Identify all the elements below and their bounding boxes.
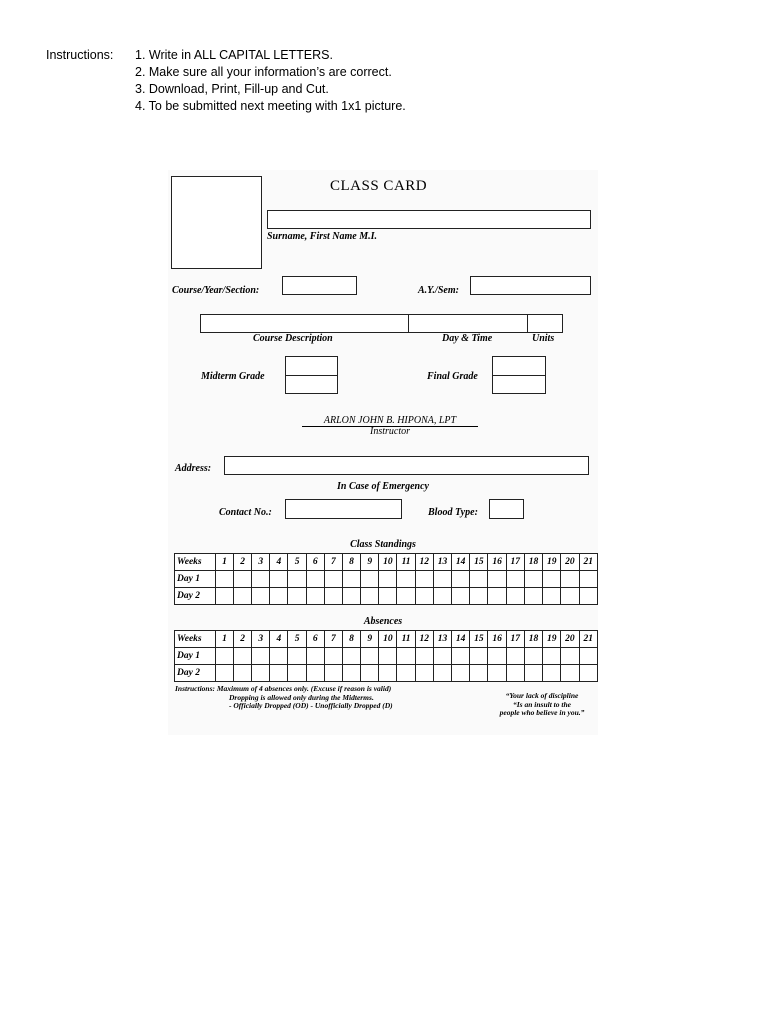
grid-cell[interactable] [252, 571, 270, 588]
ay-label: A.Y./Sem: [418, 285, 459, 296]
grid-cell[interactable] [234, 648, 252, 665]
quote-line: “Is an insult to the [513, 699, 571, 709]
course-field[interactable] [282, 276, 357, 295]
address-label: Address: [175, 463, 212, 474]
course-description-label: Course Description [253, 333, 333, 344]
grid-cell[interactable] [433, 571, 451, 588]
grid-cell[interactable] [579, 665, 598, 682]
grid-cell[interactable] [215, 588, 233, 605]
grid-cell[interactable] [342, 571, 360, 588]
weeks-row [175, 554, 598, 571]
grid-cell[interactable] [324, 665, 342, 682]
grid-cell[interactable] [415, 571, 433, 588]
grid-cell[interactable] [488, 648, 506, 665]
grid-cell[interactable] [506, 665, 524, 682]
grid-cell[interactable] [215, 648, 233, 665]
week-number: 12 [415, 554, 433, 571]
instruction-item: 2. Make sure all your information’s are correct. [135, 65, 392, 79]
class-standings-table [174, 553, 598, 605]
week-number: 19 [543, 554, 561, 571]
final-grade-field[interactable] [492, 356, 546, 376]
grid-cell[interactable] [361, 648, 379, 665]
class-standings-title: Class Standings [350, 539, 416, 550]
grid-cell[interactable] [488, 588, 506, 605]
grid-cell[interactable] [452, 648, 470, 665]
week-number: 21 [579, 554, 598, 571]
week-number: 9 [361, 554, 379, 571]
week-number: 20 [561, 631, 579, 648]
grid-cell[interactable] [452, 588, 470, 605]
grid-cell[interactable] [452, 571, 470, 588]
day1-label: Day 1 [175, 648, 216, 665]
grid-cell[interactable] [361, 571, 379, 588]
grid-cell[interactable] [561, 571, 579, 588]
day-time-field[interactable] [408, 314, 529, 333]
week-number: 19 [543, 631, 561, 648]
week-number: 13 [433, 631, 451, 648]
grid-cell[interactable] [415, 588, 433, 605]
grid-cell[interactable] [452, 665, 470, 682]
grid-cell[interactable] [543, 648, 561, 665]
grid-cell[interactable] [306, 571, 324, 588]
ay-field[interactable] [470, 276, 591, 295]
grid-cell[interactable] [543, 571, 561, 588]
grid-cell[interactable] [215, 665, 233, 682]
grid-cell[interactable] [324, 571, 342, 588]
week-number: 14 [452, 631, 470, 648]
grid-cell[interactable] [561, 588, 579, 605]
grid-cell[interactable] [215, 571, 233, 588]
grid-cell[interactable] [524, 648, 542, 665]
week-number: 8 [342, 554, 360, 571]
grid-cell[interactable] [433, 588, 451, 605]
instructor-name: ARLON JOHN B. HIPONA, LPT [302, 416, 478, 427]
weeks-label: Weeks [175, 631, 216, 648]
grid-cell[interactable] [561, 648, 579, 665]
grid-cell[interactable] [524, 665, 542, 682]
units-label: Units [532, 333, 555, 344]
grid-cell[interactable] [543, 665, 561, 682]
grid-cell[interactable] [379, 648, 397, 665]
grid-cell[interactable] [252, 588, 270, 605]
grid-cell[interactable] [524, 571, 542, 588]
week-number: 16 [488, 554, 506, 571]
week-number: 5 [288, 554, 306, 571]
address-field[interactable] [224, 456, 589, 475]
quote-line: “Your lack of discipline [505, 691, 579, 700]
grid-cell[interactable] [524, 588, 542, 605]
grid-cell[interactable] [433, 665, 451, 682]
week-number: 11 [397, 631, 415, 648]
week-number: 17 [506, 631, 524, 648]
name-label: Surname, First Name M.I. [267, 231, 378, 242]
grid-cell[interactable] [270, 588, 288, 605]
grid-cell[interactable] [234, 571, 252, 588]
footer-line: Dropping is allowed only during the Midterms. [229, 692, 374, 702]
grid-cell[interactable] [470, 588, 488, 605]
grid-cell[interactable] [397, 648, 415, 665]
footer-line: Instructions: Maximum of 4 absences only. (Excuse if reason is valid) [175, 684, 392, 693]
week-number: 4 [270, 554, 288, 571]
week-number: 18 [524, 554, 542, 571]
midterm-grade-label: Midterm Grade [201, 371, 265, 382]
day1-row [175, 571, 598, 588]
grid-cell[interactable] [234, 588, 252, 605]
footer-line: - Officially Dropped (OD) - Unofficially Dropped (D) [229, 701, 393, 710]
name-field[interactable] [267, 210, 591, 229]
day2-row [175, 588, 598, 605]
week-number: 9 [361, 631, 379, 648]
footer-quote [486, 692, 598, 718]
card-title: CLASS CARD [330, 178, 428, 194]
grid-cell[interactable] [288, 648, 306, 665]
grid-cell[interactable] [415, 665, 433, 682]
grid-cell[interactable] [397, 571, 415, 588]
day2-row [175, 665, 598, 682]
instruction-item: 4. To be submitted next meeting with 1x1 picture. [135, 99, 406, 113]
grid-cell[interactable] [306, 588, 324, 605]
grid-cell[interactable] [361, 665, 379, 682]
grid-cell[interactable] [579, 571, 598, 588]
week-number: 7 [324, 631, 342, 648]
units-field[interactable] [527, 314, 563, 333]
emergency-label: In Case of Emergency [337, 481, 429, 492]
grid-cell[interactable] [397, 665, 415, 682]
grid-cell[interactable] [270, 665, 288, 682]
grid-cell[interactable] [379, 588, 397, 605]
grid-cell[interactable] [342, 648, 360, 665]
grid-cell[interactable] [579, 588, 598, 605]
blood-type-label: Blood Type: [428, 507, 478, 518]
contact-label: Contact No.: [219, 507, 272, 518]
grid-cell[interactable] [433, 648, 451, 665]
grid-cell[interactable] [488, 571, 506, 588]
grid-cell[interactable] [252, 648, 270, 665]
week-number: 17 [506, 554, 524, 571]
grid-cell[interactable] [288, 665, 306, 682]
week-number: 11 [397, 554, 415, 571]
week-number: 18 [524, 631, 542, 648]
week-number: 1 [215, 554, 233, 571]
instructions-list [135, 47, 406, 115]
grid-cell[interactable] [324, 648, 342, 665]
course-description-field[interactable] [200, 314, 410, 333]
grid-cell[interactable] [342, 665, 360, 682]
day2-label: Day 2 [175, 665, 216, 682]
week-number: 1 [215, 631, 233, 648]
grid-cell[interactable] [415, 648, 433, 665]
weeks-label: Weeks [175, 554, 216, 571]
grid-cell[interactable] [470, 648, 488, 665]
instruction-item: 3. Download, Print, Fill-up and Cut. [135, 82, 329, 96]
absences-title: Absences [363, 616, 403, 627]
grid-cell[interactable] [361, 588, 379, 605]
grid-cell[interactable] [579, 648, 598, 665]
day-time-label: Day & Time [442, 333, 493, 344]
grid-cell[interactable] [252, 665, 270, 682]
week-number: 3 [252, 554, 270, 571]
instructor-signature [302, 416, 478, 437]
day1-row [175, 648, 598, 665]
week-number: 6 [306, 631, 324, 648]
week-number: 14 [452, 554, 470, 571]
week-number: 10 [379, 631, 397, 648]
blood-type-field[interactable] [489, 499, 524, 519]
final-grade-field-2[interactable] [492, 375, 546, 394]
week-number: 3 [252, 631, 270, 648]
week-number: 2 [234, 554, 252, 571]
grid-cell[interactable] [506, 571, 524, 588]
grid-cell[interactable] [397, 588, 415, 605]
week-number: 6 [306, 554, 324, 571]
grid-cell[interactable] [324, 588, 342, 605]
grid-cell[interactable] [506, 648, 524, 665]
week-number: 10 [379, 554, 397, 571]
day2-label: Day 2 [175, 588, 216, 605]
instruction-item: 1. Write in ALL CAPITAL LETTERS. [135, 48, 333, 62]
grid-cell[interactable] [506, 588, 524, 605]
final-grade-label: Final Grade [427, 371, 478, 382]
grid-cell[interactable] [270, 648, 288, 665]
grid-cell[interactable] [306, 665, 324, 682]
week-number: 21 [579, 631, 598, 648]
week-number: 16 [488, 631, 506, 648]
midterm-grade-field[interactable] [285, 356, 338, 376]
week-number: 8 [342, 631, 360, 648]
photo-box [171, 176, 262, 269]
grid-cell[interactable] [488, 665, 506, 682]
week-number: 13 [433, 554, 451, 571]
class-card [168, 170, 598, 735]
footer-instructions [175, 685, 393, 711]
instructor-role: Instructor [370, 426, 410, 437]
week-number: 7 [324, 554, 342, 571]
day1-label: Day 1 [175, 571, 216, 588]
week-number: 4 [270, 631, 288, 648]
week-number: 15 [470, 554, 488, 571]
grid-cell[interactable] [561, 665, 579, 682]
absences-table [174, 630, 598, 682]
grid-cell[interactable] [288, 588, 306, 605]
grid-cell[interactable] [342, 588, 360, 605]
grid-cell[interactable] [543, 588, 561, 605]
contact-field[interactable] [285, 499, 402, 519]
week-number: 20 [561, 554, 579, 571]
grid-cell[interactable] [379, 665, 397, 682]
week-number: 12 [415, 631, 433, 648]
weeks-row [175, 631, 598, 648]
grid-cell[interactable] [288, 571, 306, 588]
week-number: 5 [288, 631, 306, 648]
course-label: Course/Year/Section: [172, 285, 260, 296]
grid-cell[interactable] [470, 665, 488, 682]
quote-line: people who believe in you.” [499, 708, 585, 717]
week-number: 2 [234, 631, 252, 648]
grid-cell[interactable] [379, 571, 397, 588]
grid-cell[interactable] [234, 665, 252, 682]
grid-cell[interactable] [470, 571, 488, 588]
instructions-label: Instructions: [46, 48, 114, 62]
grid-cell[interactable] [270, 571, 288, 588]
grid-cell[interactable] [306, 648, 324, 665]
midterm-grade-field-2[interactable] [285, 375, 338, 394]
week-number: 15 [470, 631, 488, 648]
